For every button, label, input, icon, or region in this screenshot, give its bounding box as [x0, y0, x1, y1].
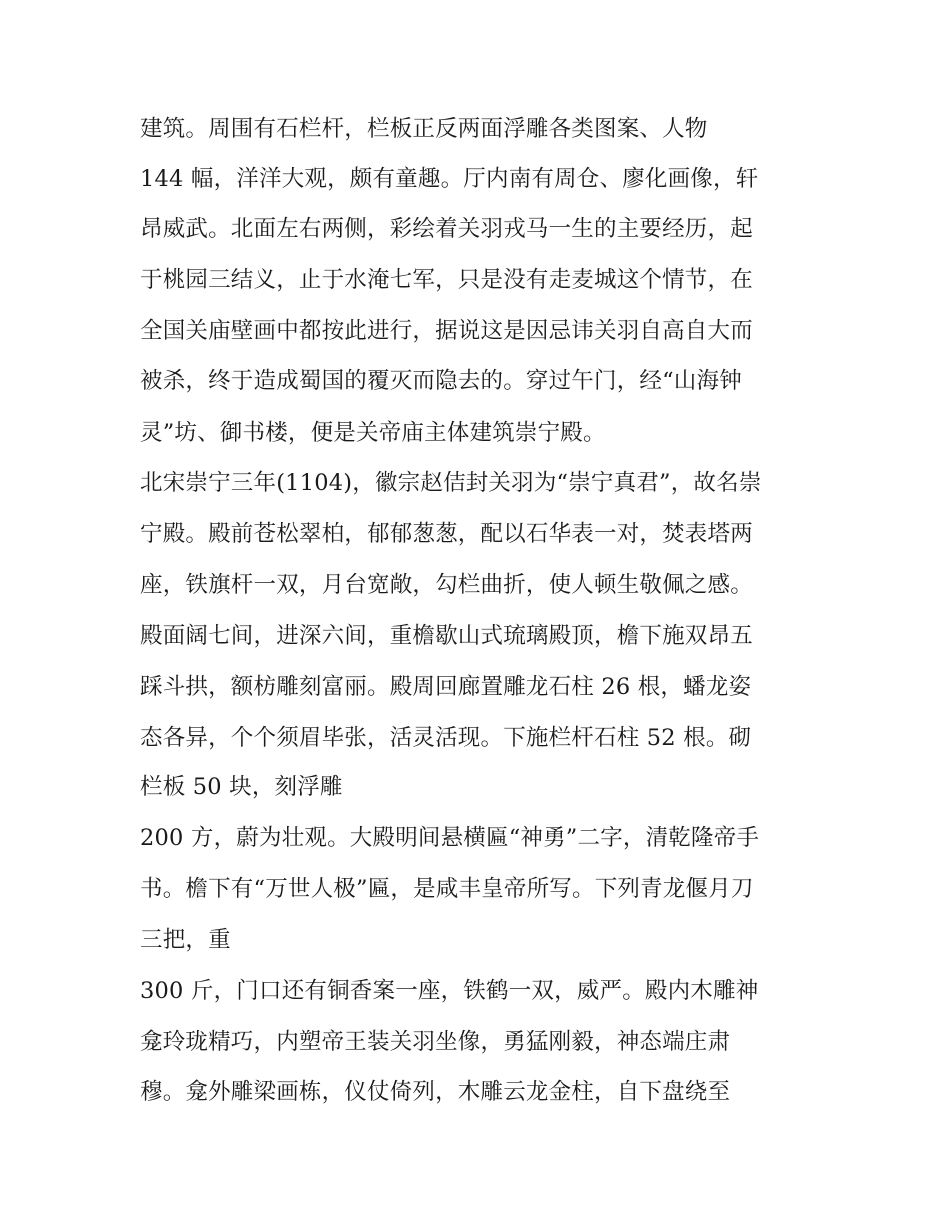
text-line: 200 方，蔚为壮观。大殿明间悬横匾“神勇”二字，清乾隆帝手: [140, 825, 760, 851]
text-line: 144 幅，洋洋大观，颇有童趣。厅内南有周仓、廖化画像，轩: [140, 166, 759, 192]
text-line: 栏板 50 块，刻浮雕: [140, 774, 343, 800]
text-line: 被杀，终于造成蜀国的覆灭而隐去的。穿过午门，经“山海钟: [140, 368, 742, 394]
text-line: 座，铁旗杆一双，月台宽敞，勾栏曲折，使人顿生敬佩之感。: [140, 572, 753, 598]
text-line: 三把，重: [140, 927, 231, 953]
text-line: 全国关庙壁画中都按此进行，据说这是因忌讳关羽自高自大而: [140, 318, 753, 344]
text-line: 殿面阔七间，进深六间，重檐歇山式琉璃殿顶，檐下施双昂五: [140, 623, 753, 649]
text-line: 建筑。周围有石栏杆，栏板正反两面浮雕各类图案、人物: [140, 116, 708, 142]
text-line: 于桃园三结义，止于水淹七军，只是没有走麦城这个情节，在: [140, 267, 753, 293]
text-line: 穆。龛外雕梁画栋，仪仗倚列，木雕云龙金柱，自下盘绕至: [140, 1079, 731, 1105]
text-line: 态各异，个个须眉毕张，活灵活现。下施栏杆石柱 52 根。砌: [140, 725, 752, 751]
text-line: 北宋崇宁三年(1104)，徽宗赵佶封关羽为“崇宁真君”，故名崇: [140, 470, 762, 496]
text-line: 踩斗拱，额枋雕刻富丽。殿周回廊置雕龙石柱 26 根，蟠龙姿: [140, 674, 752, 700]
text-line: 龛玲珑精巧，内塑帝王装关羽坐像，勇猛刚毅，神态端庄肃: [140, 1029, 731, 1055]
text-line: 昂威武。北面左右两侧，彩绘着关羽戎马一生的主要经历，起: [140, 216, 753, 242]
text-line: 宁殿。殿前苍松翠柏，郁郁葱葱，配以石华表一对，焚表塔两: [140, 521, 753, 547]
text-line: 300 斤，门口还有铜香案一座，铁鹤一双，威严。殿内木雕神: [140, 978, 759, 1004]
text-line: 灵”坊、御书楼，便是关帝庙主体建筑崇宁殿。: [140, 420, 606, 446]
text-line: 书。檐下有“万世人极”匾，是咸丰皇帝所写。下列青龙偃月刀: [140, 876, 754, 902]
